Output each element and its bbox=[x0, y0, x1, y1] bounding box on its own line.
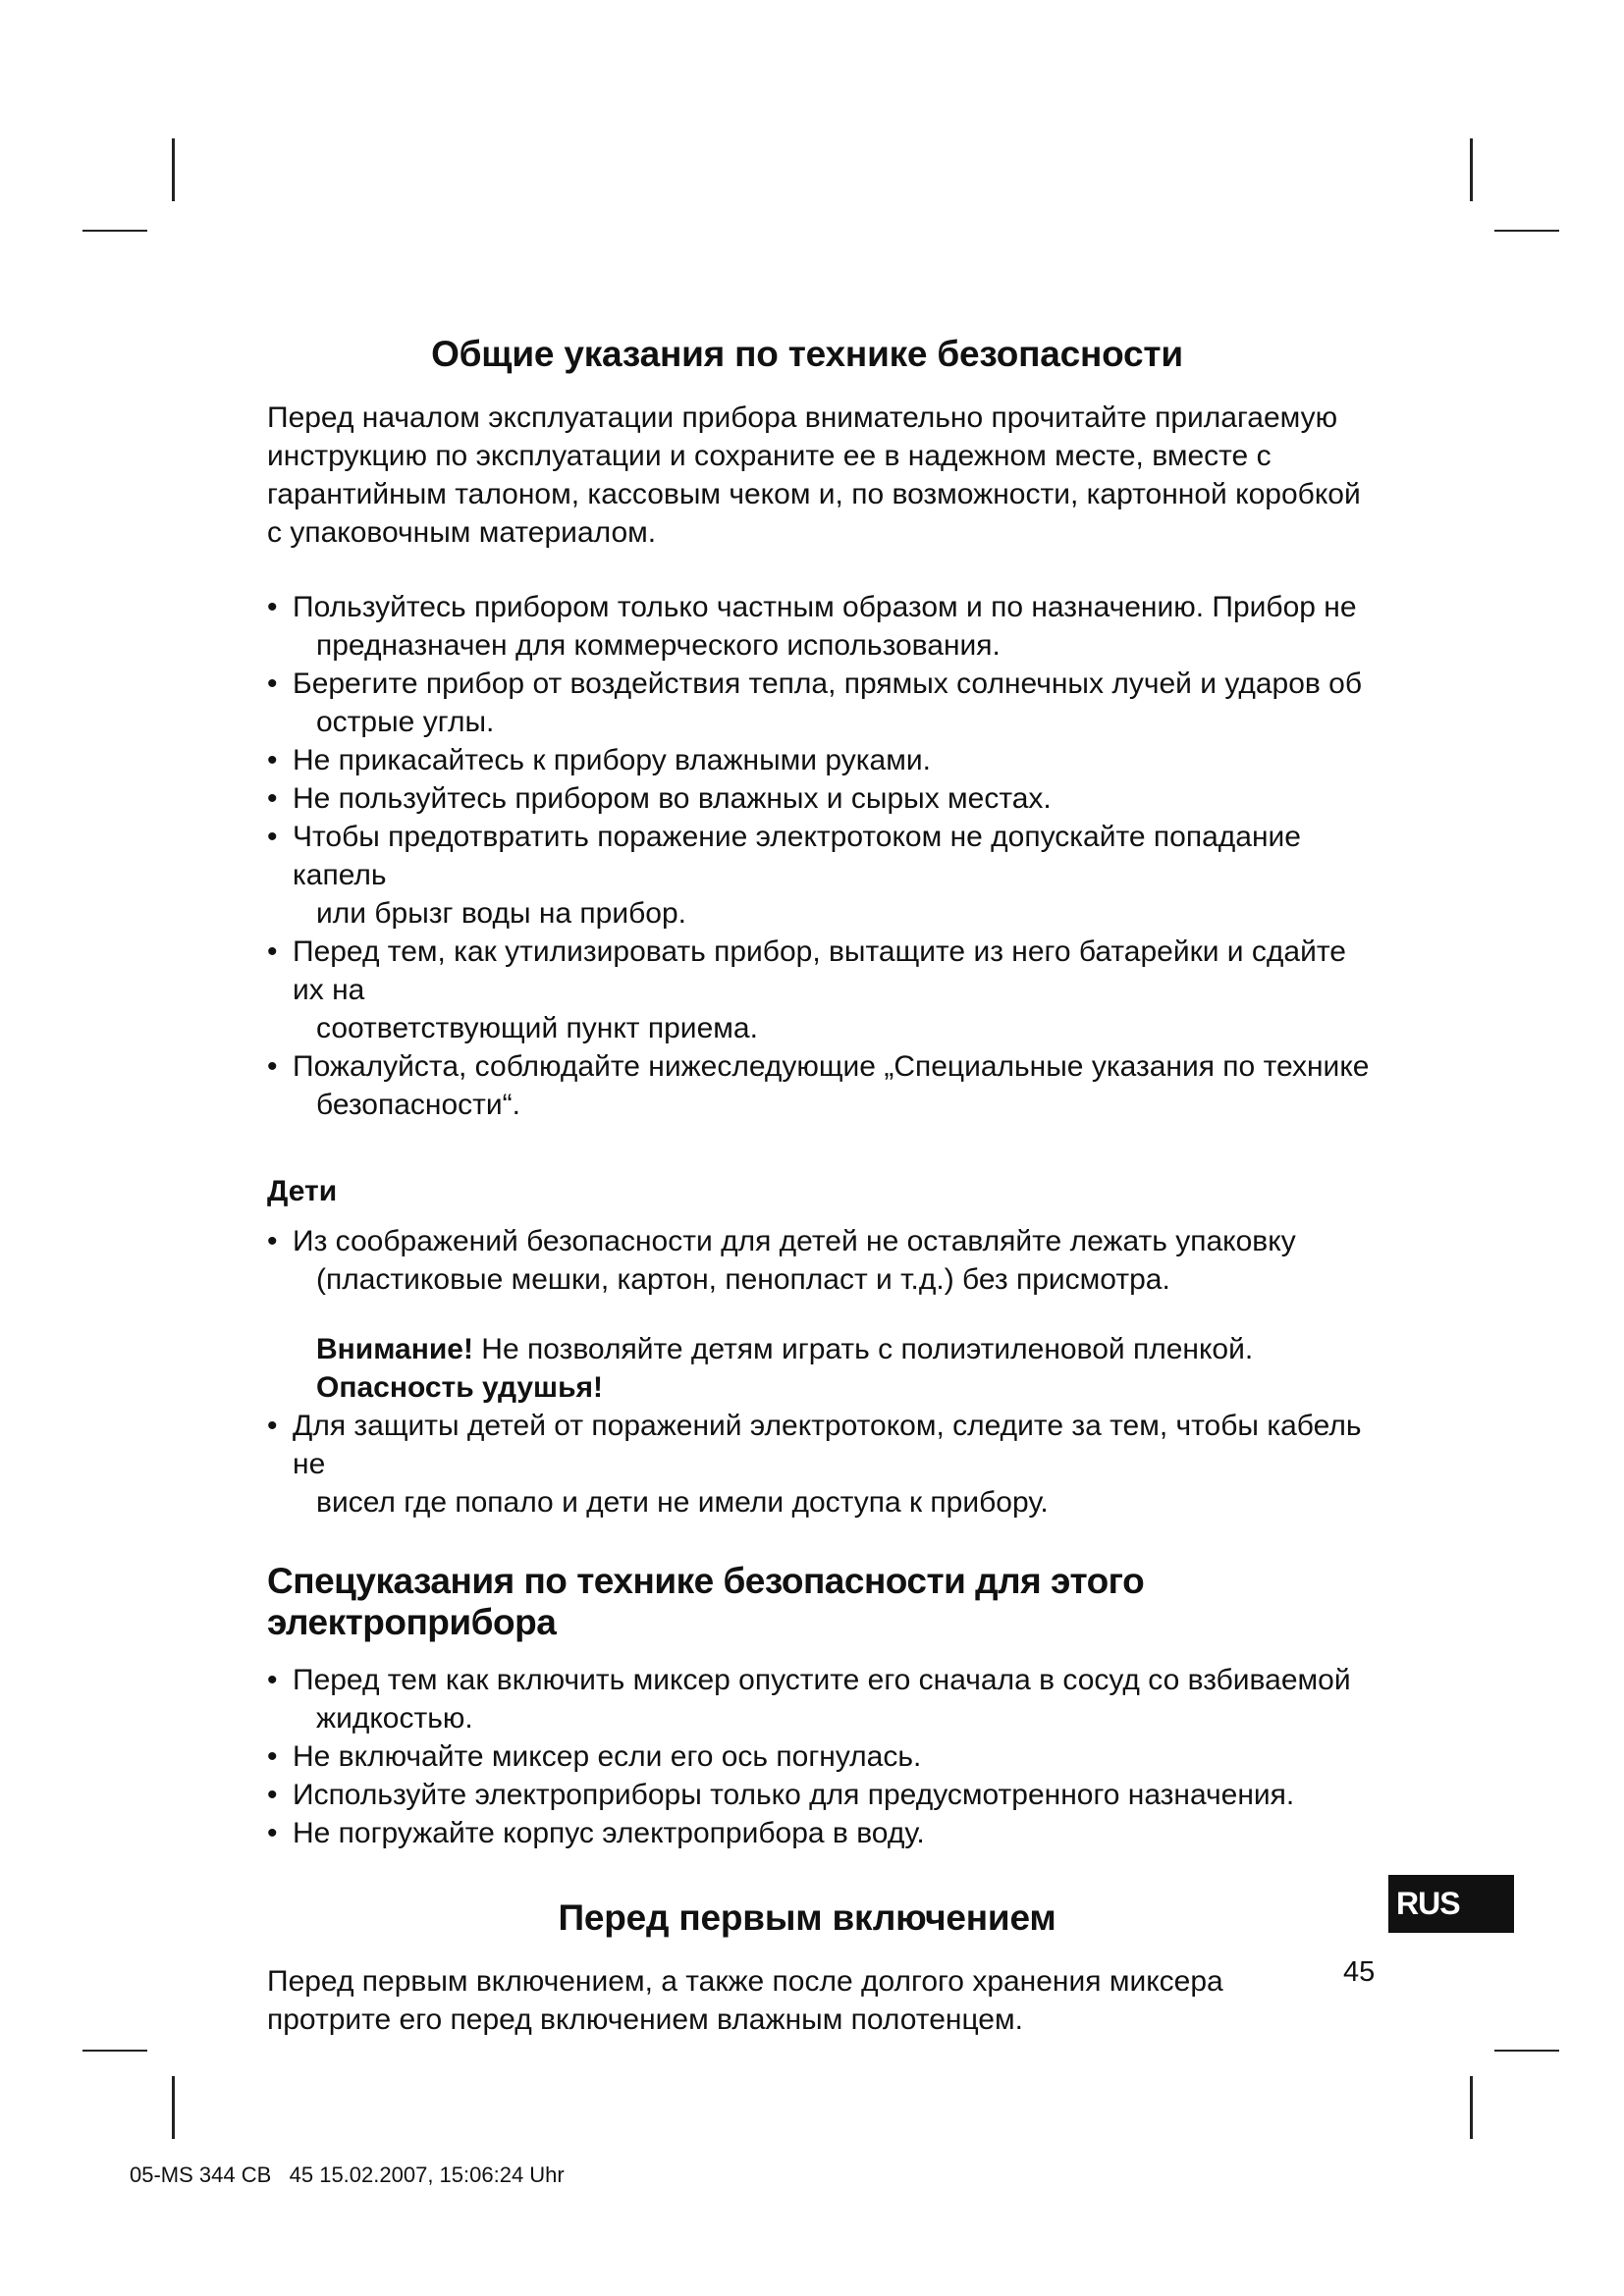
crop-mark bbox=[82, 2050, 147, 2052]
list-item: • Берегите прибор от воздействия тепла, прямых солнечных лучей и ударов об острые углы. bbox=[267, 665, 1377, 741]
crop-mark bbox=[1470, 138, 1473, 201]
list-item: • Не пользуйтесь прибором во влажных и сырых местах. bbox=[267, 779, 1377, 818]
intro-paragraph: Перед началом эксплуатации прибора внимательно прочитайте прилагаемую инструкцию по эксплуатации и сохраните ее в надежном месте, вместе с гарантийным талоном, кассовым чеком и, по возможности, картонной коробкой с упаковочным материалом. bbox=[267, 401, 1361, 549]
list-item: • Не прикасайтесь к прибору влажными руками. bbox=[267, 741, 1377, 779]
page-content bbox=[267, 334, 1377, 2039]
crop-mark bbox=[172, 138, 175, 201]
list-item: • Пожалуйста, соблюдайте нижеследующие „Специальные указания по технике безопасности“. bbox=[267, 1047, 1377, 1124]
warning-note bbox=[267, 1330, 1377, 1407]
list-item: • Из соображений безопасности для детей не оставляйте лежать упаковку (пластиковые мешки, картон, пенопласт и т.д.) без присмотра. bbox=[267, 1222, 1377, 1299]
crop-mark bbox=[172, 2076, 175, 2139]
crop-mark bbox=[1470, 2076, 1473, 2139]
list-item: • Не включайте миксер если его ось погнулась. bbox=[267, 1737, 1377, 1776]
children-heading: Дети bbox=[267, 1175, 338, 1207]
warning-label: Внимание! bbox=[316, 1333, 473, 1365]
crop-mark bbox=[82, 230, 147, 232]
section-title-appliance-safety: Спецуказания по технике безопасности для этого электроприбора bbox=[267, 1561, 1145, 1642]
appliance-safety-list bbox=[267, 1661, 1377, 1852]
list-item: • Перед тем, как утилизировать прибор, вытащите из него батарейки и сдайте их на соответствующий пункт приема. bbox=[267, 933, 1377, 1047]
list-item: • Пользуйтесь прибором только частным образом и по назначению. Прибор не предназначен для коммерческого использования. bbox=[267, 588, 1377, 665]
list-item: • Используйте электроприборы только для предусмотренного назначения. bbox=[267, 1776, 1377, 1814]
children-list-2 bbox=[267, 1407, 1377, 1522]
section-title-general-safety: Общие указания по технике безопасности bbox=[431, 334, 1183, 374]
list-item: • Чтобы предотвратить поражение электротоком не допускайте попадание капель или брызг воды на прибор. bbox=[267, 818, 1377, 933]
first-use-paragraph: Перед первым включением, а также после долгого хранения миксера протрите его перед включением влажным полотенцем. bbox=[267, 1965, 1223, 2036]
list-item: • Для защиты детей от поражений электротоком, следите за тем, чтобы кабель не висел где попало и дети не имели доступа к прибору. bbox=[267, 1407, 1377, 1522]
general-safety-list bbox=[267, 588, 1377, 1124]
list-item: • Не погружайте корпус электроприбора в воду. bbox=[267, 1814, 1377, 1852]
danger-label: Опасность удушья! bbox=[316, 1371, 604, 1404]
section-title-first-use: Перед первым включением bbox=[558, 1897, 1056, 1938]
print-footer: 05-MS 344 CB 45 15.02.2007, 15:06:24 Uhr bbox=[130, 2163, 565, 2187]
language-badge: RUS bbox=[1388, 1875, 1514, 1933]
children-list bbox=[267, 1222, 1377, 1299]
crop-mark bbox=[1494, 230, 1559, 232]
list-item: • Перед тем как включить миксер опустите его сначала в сосуд со взбиваемой жидкостью. bbox=[267, 1661, 1377, 1737]
crop-mark bbox=[1494, 2050, 1559, 2052]
page-number: 45 bbox=[1343, 1956, 1376, 1988]
warning-text: Не позволяйте детям играть с полиэтиленовой пленкой. bbox=[472, 1333, 1254, 1365]
